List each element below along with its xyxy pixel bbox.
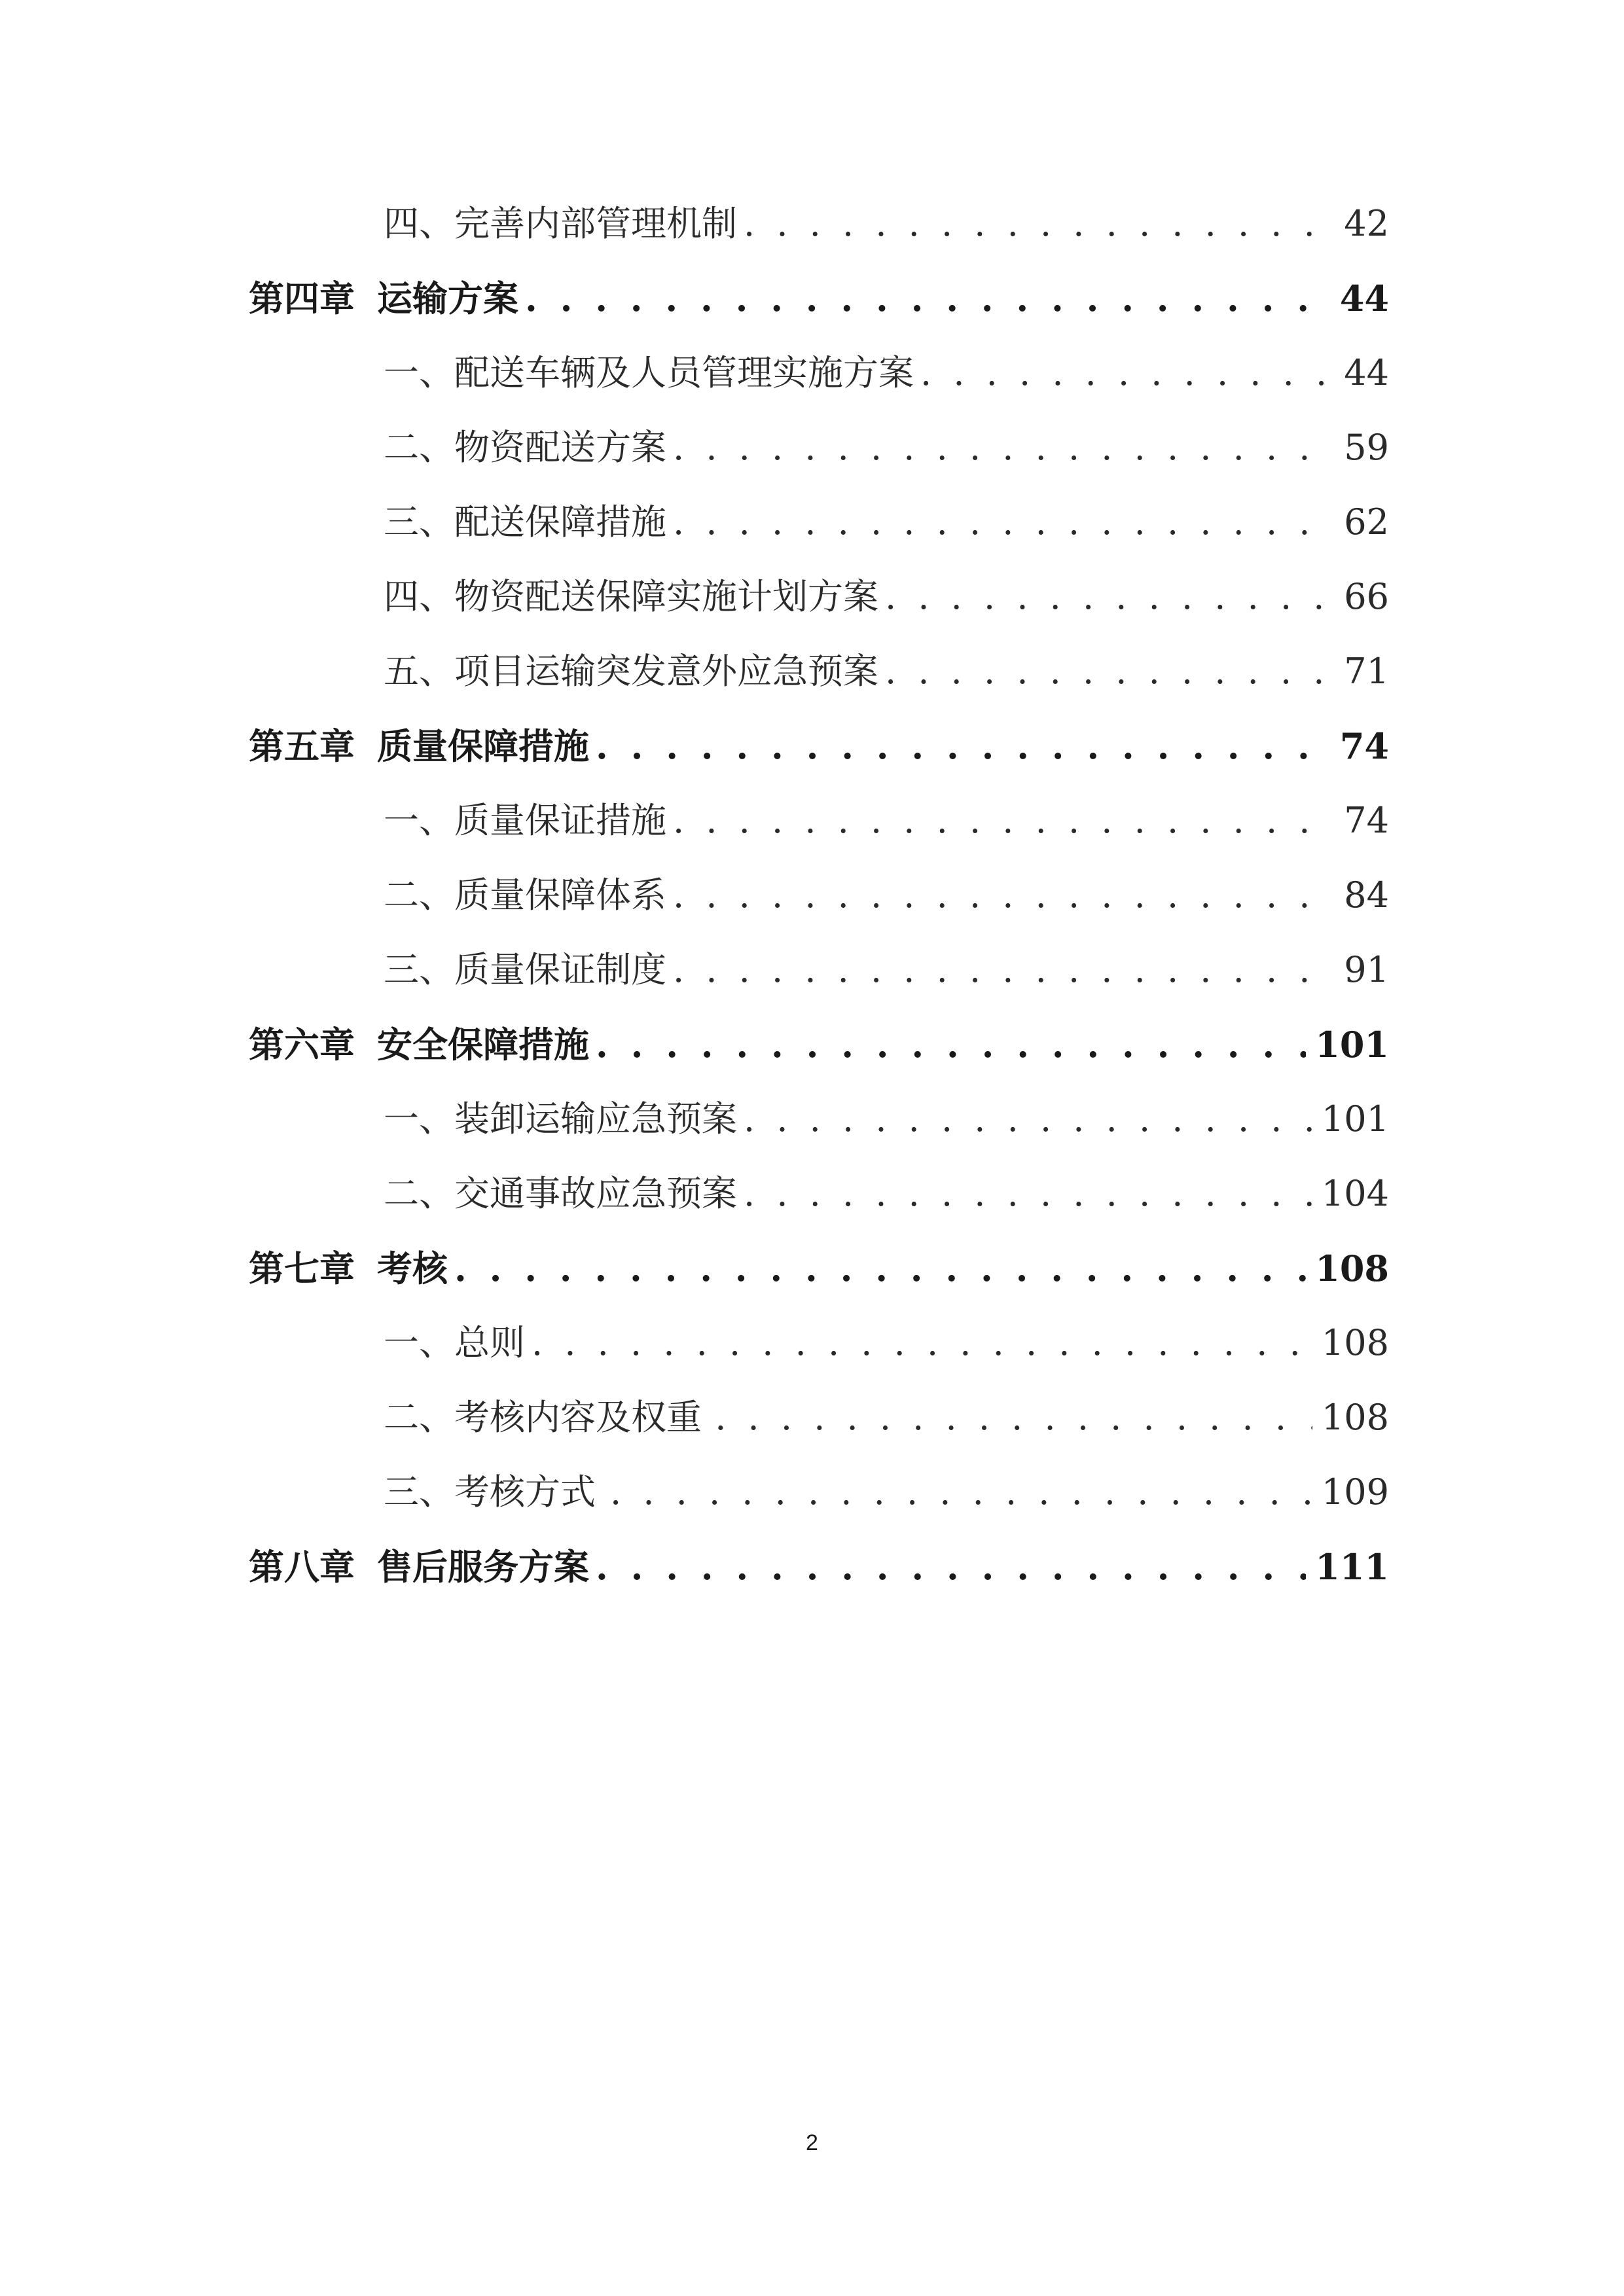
toc-entry-title: 一、质量保证措施 bbox=[384, 800, 666, 841]
toc-entry-title: 一、装卸运输应急预案 bbox=[384, 1098, 737, 1139]
dot-leader bbox=[454, 1231, 1306, 1306]
toc-entry-page: 62 bbox=[1344, 501, 1389, 543]
toc-entry-page: 108 bbox=[1315, 1247, 1389, 1289]
toc-entry[interactable] bbox=[249, 560, 1389, 634]
dot-leader bbox=[596, 1007, 1306, 1082]
toc-chapter-entry[interactable] bbox=[249, 1231, 1389, 1306]
dot-leader bbox=[610, 1455, 1312, 1530]
toc-entry-page: 44 bbox=[1339, 278, 1389, 319]
toc-entry-title: 三、质量保证制度 bbox=[384, 949, 666, 990]
table-of-contents bbox=[249, 187, 1389, 1604]
toc-entry-title: 四、物资配送保障实施计划方案 bbox=[384, 576, 878, 617]
toc-entry-title: 运输方案 bbox=[377, 278, 518, 319]
toc-entry[interactable] bbox=[249, 1157, 1389, 1231]
toc-chapter-entry[interactable] bbox=[249, 1007, 1389, 1082]
toc-entry-page: 74 bbox=[1344, 800, 1389, 841]
toc-entry-page: 91 bbox=[1344, 949, 1389, 990]
toc-entry-page: 59 bbox=[1344, 427, 1389, 468]
toc-chapter-number: 第七章 bbox=[249, 1247, 355, 1289]
toc-chapter-entry[interactable] bbox=[249, 709, 1389, 783]
toc-entry-page: 108 bbox=[1321, 1397, 1389, 1438]
toc-entry[interactable] bbox=[249, 933, 1389, 1007]
dot-leader bbox=[525, 261, 1331, 336]
page-number: 2 bbox=[806, 2130, 818, 2155]
toc-chapter-entry[interactable] bbox=[249, 261, 1389, 336]
toc-entry-page: 101 bbox=[1315, 1024, 1389, 1066]
dot-leader bbox=[885, 560, 1335, 634]
dot-leader bbox=[673, 783, 1335, 858]
dot-leader bbox=[744, 1082, 1312, 1157]
toc-entry-page: 74 bbox=[1339, 725, 1389, 767]
toc-entry-title: 三、配送保障措施 bbox=[384, 501, 666, 543]
toc-entry-title: 三、考核方式 bbox=[384, 1471, 596, 1513]
toc-chapter-number: 第五章 bbox=[249, 725, 355, 767]
toc-chapter-entry[interactable] bbox=[249, 1530, 1389, 1604]
toc-entry-title: 售后服务方案 bbox=[377, 1546, 589, 1588]
toc-entry-title: 二、物资配送方案 bbox=[384, 427, 666, 468]
toc-entry[interactable] bbox=[249, 858, 1389, 933]
toc-chapter-number: 第八章 bbox=[249, 1546, 355, 1588]
toc-entry-title: 二、交通事故应急预案 bbox=[384, 1173, 737, 1214]
dot-leader bbox=[885, 634, 1335, 709]
toc-entry[interactable] bbox=[249, 485, 1389, 560]
dot-leader bbox=[596, 709, 1331, 783]
toc-entry-page: 71 bbox=[1344, 651, 1389, 692]
toc-entry-page: 108 bbox=[1321, 1322, 1389, 1363]
dot-leader bbox=[673, 410, 1335, 485]
toc-entry-title: 安全保障措施 bbox=[377, 1024, 589, 1066]
dot-leader bbox=[715, 1380, 1312, 1455]
dot-leader bbox=[596, 1530, 1306, 1604]
toc-entry-title: 一、配送车辆及人员管理实施方案 bbox=[384, 352, 914, 393]
toc-entry-page: 109 bbox=[1321, 1471, 1389, 1513]
toc-entry[interactable] bbox=[249, 1306, 1389, 1380]
toc-entry-page: 66 bbox=[1344, 576, 1389, 617]
toc-entry[interactable] bbox=[249, 1455, 1389, 1530]
toc-entry-page: 84 bbox=[1344, 874, 1389, 916]
toc-entry-page: 104 bbox=[1321, 1173, 1389, 1214]
dot-leader bbox=[673, 933, 1335, 1007]
toc-entry[interactable] bbox=[249, 336, 1389, 410]
toc-entry-title: 二、质量保障体系 bbox=[384, 874, 666, 916]
dot-leader bbox=[673, 858, 1335, 933]
toc-entry-page: 42 bbox=[1344, 203, 1389, 244]
dot-leader bbox=[744, 187, 1335, 261]
toc-entry[interactable] bbox=[249, 410, 1389, 485]
toc-entry-page: 111 bbox=[1315, 1546, 1389, 1588]
toc-entry[interactable] bbox=[249, 634, 1389, 709]
toc-entry-page: 44 bbox=[1344, 352, 1389, 393]
toc-entry-title: 一、总则 bbox=[384, 1322, 525, 1363]
toc-entry-title: 四、完善内部管理机制 bbox=[384, 203, 737, 244]
toc-entry[interactable] bbox=[249, 1380, 1389, 1455]
toc-entry[interactable] bbox=[249, 187, 1389, 261]
toc-entry-page: 101 bbox=[1321, 1098, 1389, 1139]
dot-leader bbox=[920, 336, 1335, 410]
toc-entry[interactable] bbox=[249, 1082, 1389, 1157]
toc-entry-title: 考核 bbox=[377, 1247, 448, 1289]
toc-chapter-number: 第六章 bbox=[249, 1024, 355, 1066]
dot-leader bbox=[532, 1306, 1312, 1380]
dot-leader bbox=[744, 1157, 1312, 1231]
toc-entry-title: 质量保障措施 bbox=[377, 725, 589, 767]
toc-chapter-number: 第四章 bbox=[249, 278, 355, 319]
toc-entry-title: 二、考核内容及权重 bbox=[384, 1397, 702, 1438]
toc-entry-title: 五、项目运输突发意外应急预案 bbox=[384, 651, 878, 692]
dot-leader bbox=[673, 485, 1335, 560]
toc-entry[interactable] bbox=[249, 783, 1389, 858]
